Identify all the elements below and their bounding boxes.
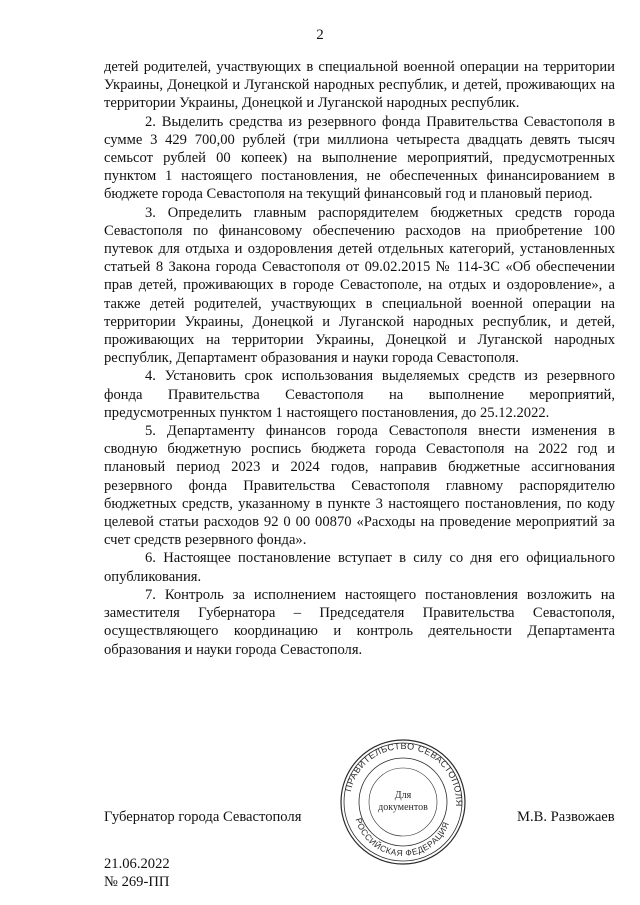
official-seal: [338, 737, 468, 867]
paragraph-item-2: 2. Выделить средства из резервного фонда Правительства Севастополя в сумме 3 429 700,00 рублей (три миллиона четыреста двадцать девять тысяч семьсот рублей 00 копеек) на выполнение мероприятий, предусмотренных пунктом 1 настоящего постановления, не обеспеченных финансированием в бюджете города Севастополя на текущий финансовый год и плановый период.: [104, 113, 615, 203]
document-date: 21.06.2022: [104, 856, 170, 872]
seal-center-line1: Для: [394, 790, 412, 801]
paragraph-item-3: 3. Определить главным распорядителем бюджетных средств города Севастополя по финансовому обеспечению расходов на приобретение 100 путевок для отдыха и оздоровления детей отдельных категорий, установленных статьей 8 Закона города Севастополя от 09.02.2015 № 114-ЗС «Об обеспечении прав детей, проживающих в городе Севастополе, на отдых и оздоровление», а также детей родителей, участвующих в специальной военной операции на территории Украины, Донецкой и Луганской народных республик, и детей, проживающих на территории Украины, Донецкой и Луганской народных республик, Департамент образования и науки города Севастополя.: [104, 204, 615, 367]
paragraph-item-5: 5. Департаменту финансов города Севастополя внести изменения в сводную бюджетную роспись бюджета города Севастополя на 2022 год и плановый период 2023 и 2024 годов, направив бюджетные ассигнования резервного фонда Правительства Севастополя главному распорядителю бюджетных средств, указанному в пункте 3 настоящего постановления, по коду целевой статьи расходов 92 0 00 00870 «Расходы на проведение мероприятий за счет средств резервного фонда».: [104, 423, 615, 549]
paragraph-item-4: 4. Установить срок использования выделяемых средств из резервного фонда Правительства Севастополя на выполнение мероприятий, предусмотренных пунктом 1 настоящего постановления, до 25.12.2022.: [104, 368, 615, 421]
document-number: № 269-ПП: [104, 874, 170, 890]
seal-bottom-text: РОССИЙСКАЯ ФЕДЕРАЦИЯ: [353, 816, 452, 859]
seal-center-line2: документов: [378, 802, 428, 813]
seal-outer-text: ПРАВИТЕЛЬСТВО СЕВАСТОПОЛЯ: [343, 740, 465, 808]
document-body: [104, 58, 615, 659]
signature-name: М.В. Развожаев: [517, 809, 615, 825]
paragraph-item-6: 6. Настоящее постановление вступает в силу со дня его официального опубликования.: [104, 550, 615, 585]
signature-title: Губернатор города Севастополя: [104, 809, 302, 825]
paragraph-continuation: детей родителей, участвующих в специальной военной операции на территории Украины, Донецкой и Луганской народных республик, и детей, проживающих на территории Украины, Донецкой и Луганской народных республик.: [104, 59, 615, 112]
paragraph-item-7: 7. Контроль за исполнением настоящего постановления возложить на заместителя Губернатора – Председателя Правительства Севастополя, осуществляющего координацию и контроль деятельности Департамента образования и науки города Севастополя.: [104, 586, 615, 658]
page-number: 2: [316, 27, 324, 43]
